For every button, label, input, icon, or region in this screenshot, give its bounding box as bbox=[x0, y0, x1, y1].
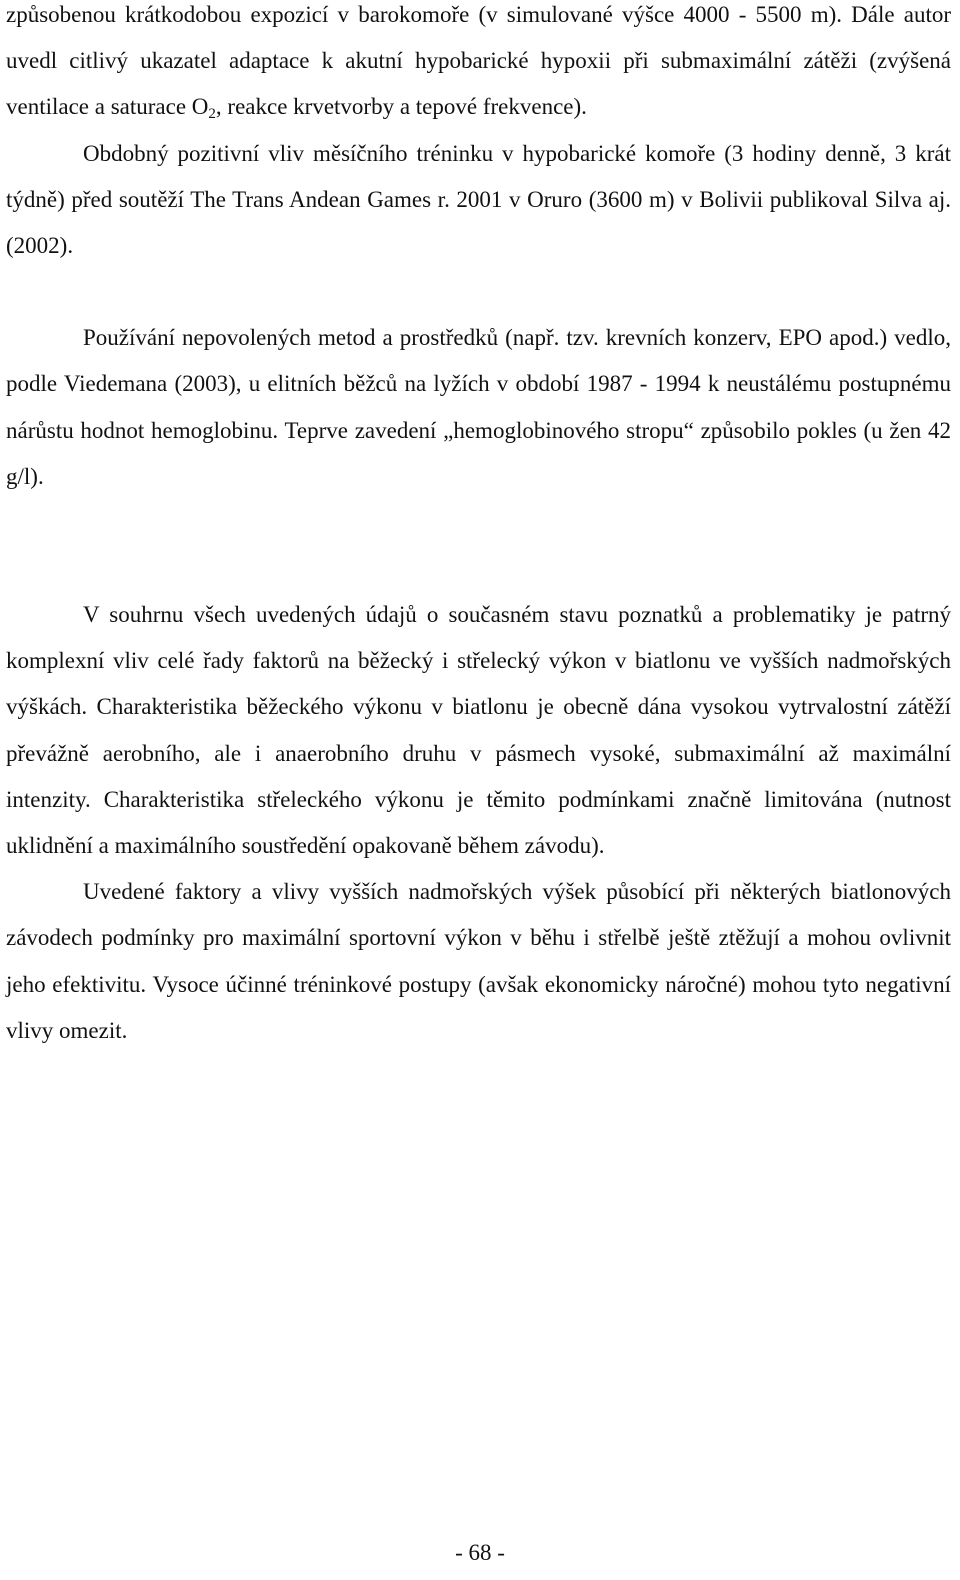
paragraph-hypobaric-training: Obdobný pozitivní vliv měsíčního tréninku v hypobarické komoře (3 hodiny denně, 3 krát týdně) před soutěží The Trans Andean Games r. 2001 v Oruro (3600 m) v Bolivii publikoval Silva aj. (2002). bbox=[6, 140, 951, 259]
paragraph-hypoxia-adaptation bbox=[6, 0, 951, 131]
document-page bbox=[6, 0, 951, 1054]
paragraph-text-part: způsobenou krátkodobou expozicí v barokomoře (v simulované výšce 4000 - 5500 m). Dále autor uvedl citlivý ukazatel adaptace k akutní hypobarické hypoxii při submaximální zátěži (zvýšená ventilace a saturace O bbox=[6, 2, 951, 120]
paragraph-doping-methods: Používání nepovolených metod a prostředků (např. tzv. krevních konzerv, EPO apod.) vedlo, podle Viedemana (2003), u elitních běžců na lyžích v období 1987 - 1994 k neustálému postupnému nárůstu hodnot hemoglobinu. Teprve zavedení „hemoglobinového stropu“ způsobilo pokles (u žen 42 g/l). bbox=[6, 325, 951, 489]
paragraph-summary: V souhrnu všech uvedených údajů o současném stavu poznatků a problematiky je patrný komplexní vliv celé řady faktorů na běžecký i střelecký výkon v biatlonu ve vyšších nadmořských výškách. Charakteristika běžeckého výkonu v biatlonu je obecně dána vysokou vytrvalostní zátěží převážně aerobního, ale i anaerobního druhu v pásmech vysoké, submaximální až maximální intenzity. Charakteristika střeleckého výkonu je těmito podmínkami značně limitována (nutnost uklidnění a maximálního soustředění opakovaně během závodu). bbox=[6, 602, 951, 859]
paragraph-text-part: , reakce krvetvorby a tepové frekvence). bbox=[215, 94, 587, 120]
page-number: - 68 - bbox=[455, 1540, 505, 1565]
oxygen-subscript: 2 bbox=[208, 106, 216, 123]
paragraph-conclusion: Uvedené faktory a vlivy vyšších nadmořských výšek působící při některých biatlonových závodech podmínky pro maximální sportovní výkon v běhu i střelbě ještě ztěžují a mohou ovlivnit jeho efektivitu. Vysoce účinné tréninkové postupy (avšak ekonomicky náročné) mohou tyto negativní vlivy omezit. bbox=[6, 879, 951, 1043]
